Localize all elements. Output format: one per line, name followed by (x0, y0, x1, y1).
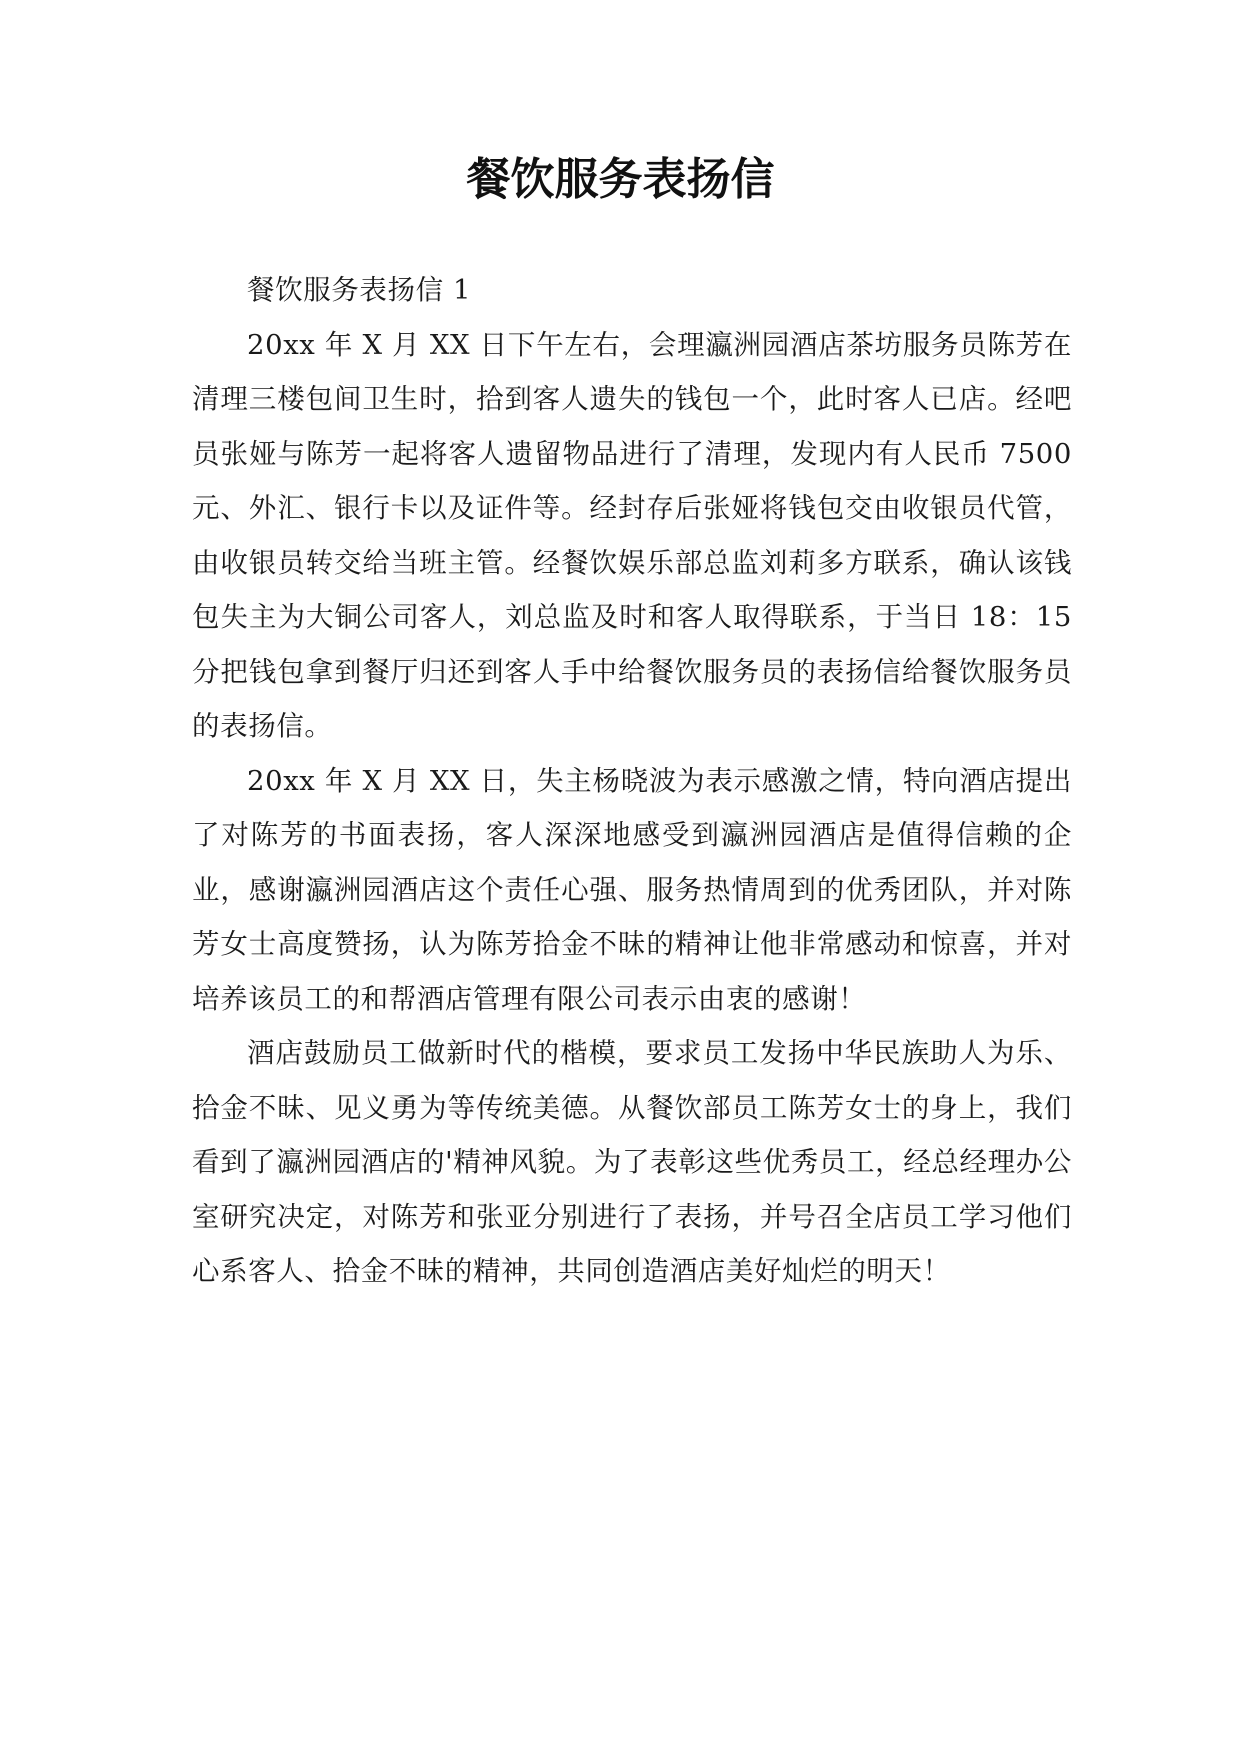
body-paragraph-commendation: 酒店鼓励员工做新时代的楷模，要求员工发扬中华民族助人为乐、拾金不昧、见义勇为等传统美德。从餐饮部员工陈芳女士的身上，我们看到了瀛洲园酒店的'精神风貌。为了表彰这些优秀员工，经总经理办公室研究决定，对陈芳和张亚分别进行了表扬，并号召全店员工学习他们心系客人、拾金不昧的精神，共同创造酒店美好灿烂的明天！ (192, 1037, 1072, 1287)
document-body (192, 263, 1072, 1299)
document-title: 餐饮服务表扬信 (466, 154, 775, 205)
body-paragraph-incident: 20xx 年 X 月 XX 日下午左右，会理瀛洲园酒店茶坊服务员陈芳在清理三楼包间卫生时，拾到客人遗失的钱包一个，此时客人已店。经吧员张娅与陈芳一起将客人遗留物品进行了清理，发现内有人民币 7500 元、外汇、银行卡以及证件等。经封存后张娅将钱包交由收银员代管，由收银员转交给当班主管。经餐饮娱乐部总监刘莉多方联系，确认该钱包失主为大铜公司客人，刘总监及时和客人取得联系，于当日 18：15 分把钱包拿到餐厅归还到客人手中给餐饮服务员的表扬信给餐饮服务员的表扬信。 (192, 328, 1072, 742)
subtitle-paragraph: 餐饮服务表扬信 1 (247, 274, 472, 306)
body-paragraph-praise: 20xx 年 X 月 XX 日，失主杨晓波为表示感激之情，特向酒店提出了对陈芳的书面表扬，客人深深地感受到瀛洲园酒店是值得信赖的企业，感谢瀛洲园酒店这个责任心强、服务热情周到的优秀团队，并对陈芳女士高度赞扬，认为陈芳拾金不昧的精神让他非常感动和惊喜，并对培养该员工的和帮酒店管理有限公司表示由衷的感谢！ (192, 764, 1072, 1015)
